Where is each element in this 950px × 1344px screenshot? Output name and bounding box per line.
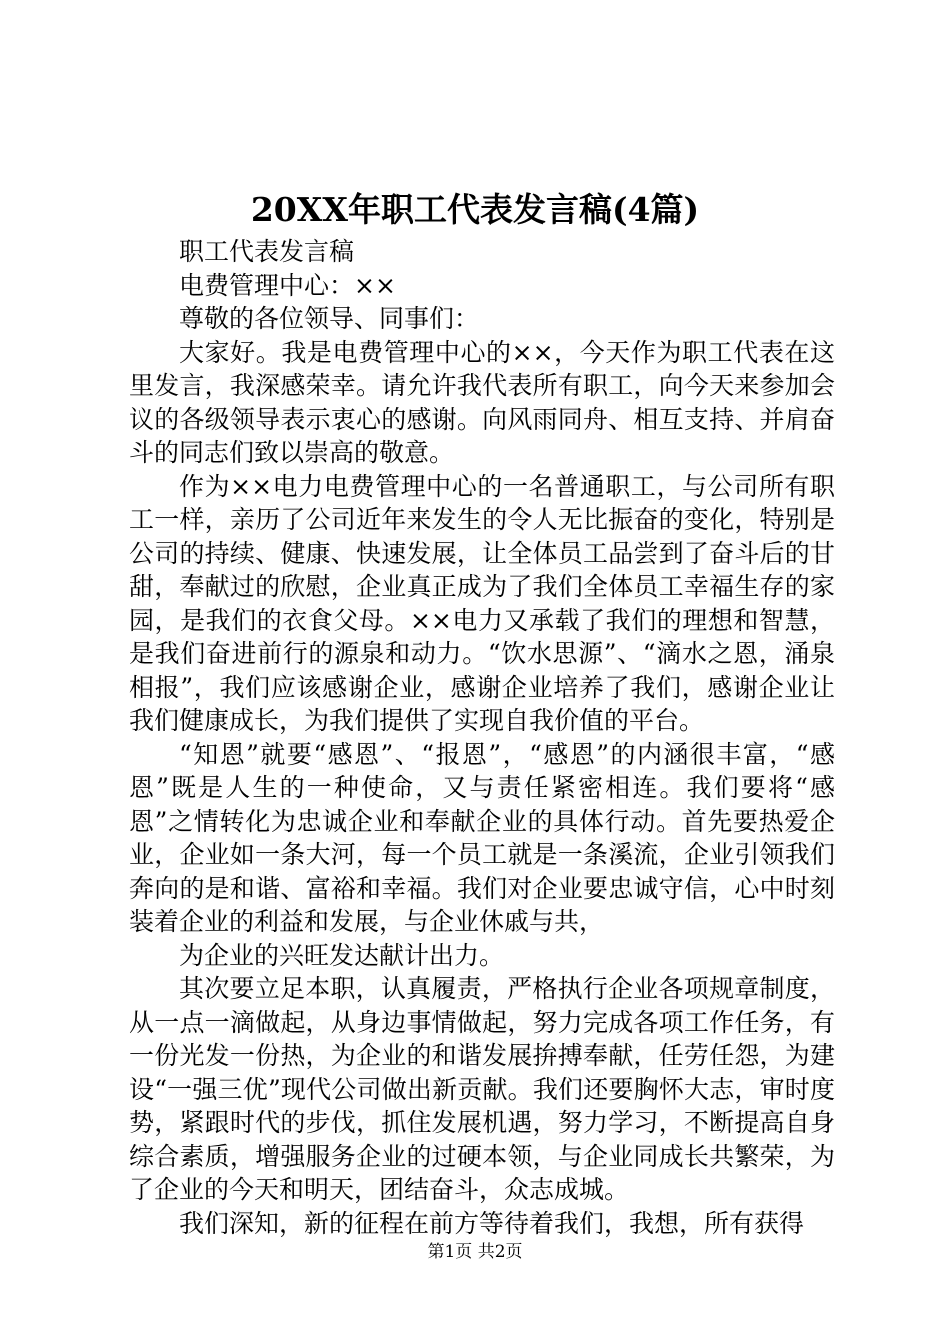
paragraph: 作为××电力电费管理中心的一名普通职工，与公司所有职工一样，亲历了公司近年来发生的令人无比振奋的变化，特别是公司的持续、健康、快速发展，让全体员工品尝到了奋斗后的甘甜，奉献过的欣慰，企业真正成为了我们全体员工幸福生存的家园，是我们的衣食父母。××电力又承载了我们的理想和智慧，是我们奋进前行的源泉和动力。“饮水思源”、“滴水之恩，涌泉相报”，我们应该感谢企业，感谢企业培养了我们，感谢企业让我们健康成长，为我们提供了实现自我价值的平台。	[129, 471, 835, 735]
document-title: 20XX年职工代表发言稿(4篇)	[250, 190, 700, 229]
paragraph: 电费管理中心：××	[179, 270, 396, 300]
paragraph: 我们深知，新的征程在前方等待着我们，我想，所有获得	[179, 1208, 805, 1238]
paragraph: 为企业的兴旺发达献计出力。	[179, 940, 505, 970]
page-number-footer: 第1页 共2页	[427, 1242, 523, 1262]
paragraph: “知恩”就要“感恩”、“报恩”，“感恩”的内涵很丰富，“感恩”既是人生的一种使命，又与责任紧密相连。我们要将“感恩”之情转化为忠诚企业和奉献企业的具体行动。首先要热爱企业，企业如一条大河，每一个员工就是一条溪流，企业引领我们奔向的是和谐、富裕和幸福。我们对企业要忠诚守信，心中时刻装着企业的利益和发展，与企业休戚与共，	[129, 739, 835, 936]
paragraph: 其次要立足本职，认真履责，严格执行企业各项规章制度，从一点一滴做起，从身边事情做起，努力完成各项工作任务，有一份光发一份热，为企业的和谐发展拚搏奉献，任劳任怨，为建设“一强三优”现代公司做出新贡献。我们还要胸怀大志，审时度势，紧跟时代的步伐，抓住发展机遇，努力学习，不断提高自身综合素质，增强服务企业的过硬本领，与企业同成长共繁荣，为了企业的今天和明天，团结奋斗，众志成城。	[129, 974, 835, 1204]
paragraph: 职工代表发言稿	[179, 237, 355, 266]
paragraph: 大家好。我是电费管理中心的××，今天作为职工代表在这里发言，我深感荣幸。请允许我代表所有职工，向今天来参加会议的各级领导表示衷心的感谢。向风雨同舟、相互支持、并肩奋斗的同志们致以崇高的敬意。	[129, 337, 835, 467]
paragraph: 尊敬的各位领导、同事们：	[179, 304, 480, 333]
document-body	[129, 235, 835, 1240]
